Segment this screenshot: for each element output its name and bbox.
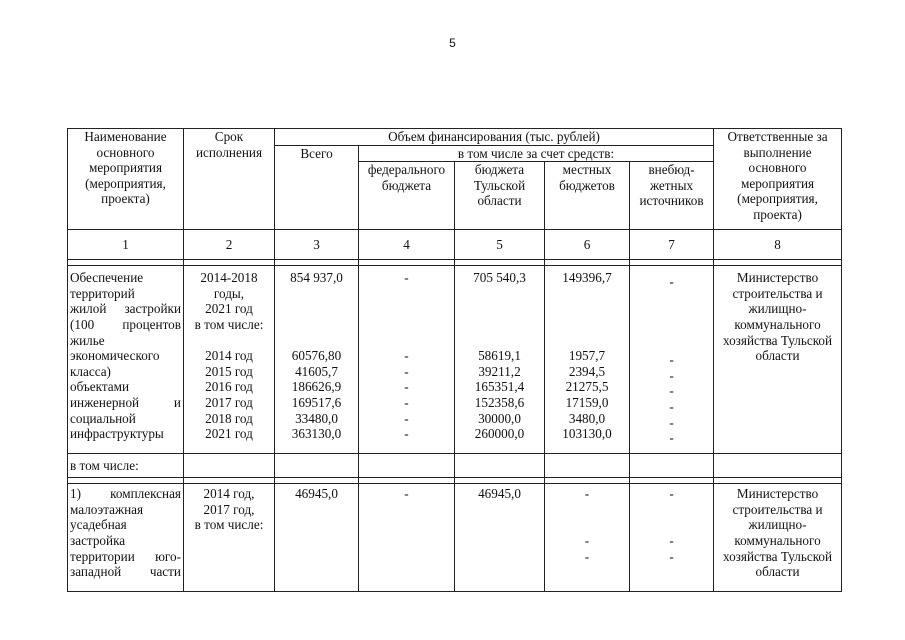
header-tula: бюджета Тульской области bbox=[455, 162, 545, 230]
row2-name-line: усадебная bbox=[70, 517, 127, 533]
row2-local-value: - bbox=[584, 486, 590, 502]
row1-year: 2014 год bbox=[205, 348, 253, 364]
row2-name-cell bbox=[68, 484, 184, 592]
row2-extra-value: - bbox=[669, 548, 674, 564]
table-row bbox=[68, 484, 842, 592]
row1-total-value: 169517,6 bbox=[291, 394, 342, 410]
row1-local-value: 21275,5 bbox=[565, 379, 609, 395]
row1-extra-value: - bbox=[669, 367, 674, 383]
row1-federal-value: - bbox=[404, 348, 409, 364]
col-number: 7 bbox=[630, 230, 714, 260]
header-name: Наименование основного мероприятия (мероприятия, проекта) bbox=[68, 129, 184, 230]
row1-tula-cell bbox=[455, 266, 545, 454]
row1-tula-value: 39211,2 bbox=[478, 363, 521, 379]
row1-responsible: Министерство строительства и жилищно-коммунального хозяйства Тульской области bbox=[714, 266, 842, 454]
row1-name-line: инфраструктуры bbox=[70, 426, 164, 442]
row1-federal-head: - bbox=[404, 270, 409, 286]
row1-tula-value: 165351,4 bbox=[474, 379, 525, 395]
row1-term-cell bbox=[184, 266, 275, 454]
row1-name-line: объектами bbox=[70, 379, 130, 395]
row1-tula-value: 30000,0 bbox=[478, 410, 521, 426]
row2-responsible: Министерство строительства и жилищно-коммунального хозяйства Тульской области bbox=[714, 484, 842, 592]
header-total: Всего bbox=[275, 145, 359, 230]
row1-local-value: 103130,0 bbox=[562, 426, 612, 442]
row1-total-cell bbox=[275, 266, 359, 454]
row1-term-line: годы, bbox=[213, 285, 245, 301]
row2-extra-cell bbox=[630, 484, 714, 592]
row1-name-cell bbox=[68, 266, 184, 454]
col-number: 5 bbox=[455, 230, 545, 260]
row1-name-line: класса) bbox=[70, 363, 111, 379]
row1-federal-value: - bbox=[404, 410, 409, 426]
row1-extra-value: - bbox=[669, 414, 674, 430]
row2-local-cell bbox=[545, 484, 630, 592]
row1-name-line: инженерной и bbox=[70, 394, 181, 410]
col-number: 4 bbox=[359, 230, 455, 260]
row1-federal-value: - bbox=[404, 394, 409, 410]
header-term: Срок исполнения bbox=[184, 129, 275, 230]
col-number: 8 bbox=[714, 230, 842, 260]
row1-local-value: 2394,5 bbox=[568, 363, 606, 379]
row1-term-line: 2014-2018 bbox=[200, 270, 258, 286]
table-row bbox=[68, 454, 842, 478]
row2-local-value: - bbox=[584, 548, 590, 564]
row2-term-line: 2017 год, bbox=[203, 501, 255, 517]
row1-local-value: 17159,0 bbox=[565, 394, 609, 410]
row1-extra-value: - bbox=[669, 430, 674, 446]
row1-extra-head: - bbox=[669, 274, 674, 290]
row1-federal-value: - bbox=[404, 363, 409, 379]
row1-total-value: 33480,0 bbox=[295, 410, 338, 426]
row1-total-value: 186626,9 bbox=[291, 379, 342, 395]
page-number: 5 bbox=[449, 36, 456, 50]
row2-tula: 46945,0 bbox=[455, 484, 545, 592]
row1-local-cell bbox=[545, 266, 630, 454]
row1-year: 2021 год bbox=[205, 426, 253, 442]
row1-tula-value: 58619,1 bbox=[478, 348, 521, 364]
row1-year: 2018 год bbox=[205, 410, 253, 426]
row1-tula-value: 260000,0 bbox=[474, 426, 525, 442]
row2-name-line: западной части bbox=[70, 564, 181, 580]
row1-extra-value: - bbox=[669, 352, 674, 368]
row1-year: 2017 год bbox=[205, 394, 253, 410]
header-extra: внебюд-жетных источников bbox=[630, 162, 714, 230]
header-including: в том числе за счет средств: bbox=[359, 145, 714, 162]
row1-total-value: 41605,7 bbox=[295, 363, 338, 379]
row2-term-line: 2014 год, bbox=[203, 486, 255, 502]
row1-local-value: 3480,0 bbox=[568, 410, 606, 426]
col-number: 2 bbox=[184, 230, 275, 260]
row1-total-value: 363130,0 bbox=[291, 426, 342, 442]
table-row bbox=[68, 266, 842, 454]
header-federal: федерального бюджета bbox=[359, 162, 455, 230]
row1-federal-value: - bbox=[404, 379, 409, 395]
col-number: 6 bbox=[545, 230, 630, 260]
col-number: 3 bbox=[275, 230, 359, 260]
row1-federal-cell bbox=[359, 266, 455, 454]
row1-term-line: в том числе: bbox=[194, 316, 264, 332]
row1-name-line: (100 процентов bbox=[70, 316, 181, 332]
row1-extra-cell bbox=[630, 266, 714, 454]
row1-federal-value: - bbox=[404, 426, 409, 442]
including-label: в том числе: bbox=[68, 454, 184, 478]
row1-local-value: 1957,7 bbox=[568, 348, 606, 364]
row1-term-line: 2021 год bbox=[205, 301, 253, 317]
row1-name-line: социальной bbox=[70, 410, 136, 426]
header-local: местных бюджетов bbox=[545, 162, 630, 230]
row2-name-line: малоэтажная bbox=[70, 501, 144, 517]
row2-total: 46945,0 bbox=[275, 484, 359, 592]
row2-term-line: в том числе: bbox=[194, 517, 264, 533]
col-number: 1 bbox=[68, 230, 184, 260]
row1-total-value: 60576,80 bbox=[291, 348, 342, 364]
row2-name-line: территории юго- bbox=[70, 548, 181, 564]
row2-local-value: - bbox=[584, 532, 590, 548]
row2-name-line: 1) комплексная bbox=[70, 486, 181, 502]
row1-name-line: Обеспечение bbox=[70, 270, 144, 286]
header-responsible: Ответственные за выполнение основного мероприятия (мероприятия, проекта) bbox=[714, 129, 842, 230]
row1-tula-head: 705 540,3 bbox=[473, 270, 526, 286]
row1-year: 2015 год bbox=[205, 363, 253, 379]
row1-extra-value: - bbox=[669, 383, 674, 399]
row1-local-head: 149396,7 bbox=[562, 270, 612, 286]
row1-year: 2016 год bbox=[205, 379, 253, 395]
row2-extra-value: - bbox=[669, 532, 674, 548]
header-volume: Объем финансирования (тыс. рублей) bbox=[275, 129, 714, 146]
row1-name-line: территорий bbox=[70, 285, 135, 301]
row1-name-line: экономического bbox=[70, 348, 160, 364]
row1-extra-value: - bbox=[669, 398, 674, 414]
row2-name-line: застройка bbox=[70, 532, 126, 548]
row2-extra-value: - bbox=[669, 486, 674, 502]
row1-name-line: жилой застройки bbox=[70, 301, 181, 317]
row2-term-cell bbox=[184, 484, 275, 592]
row1-total-head: 854 937,0 bbox=[290, 270, 343, 286]
row2-federal: - bbox=[359, 484, 455, 592]
financing-table bbox=[67, 128, 842, 592]
row1-tula-value: 152358,6 bbox=[474, 394, 525, 410]
row1-name-line: жилье bbox=[70, 332, 105, 348]
